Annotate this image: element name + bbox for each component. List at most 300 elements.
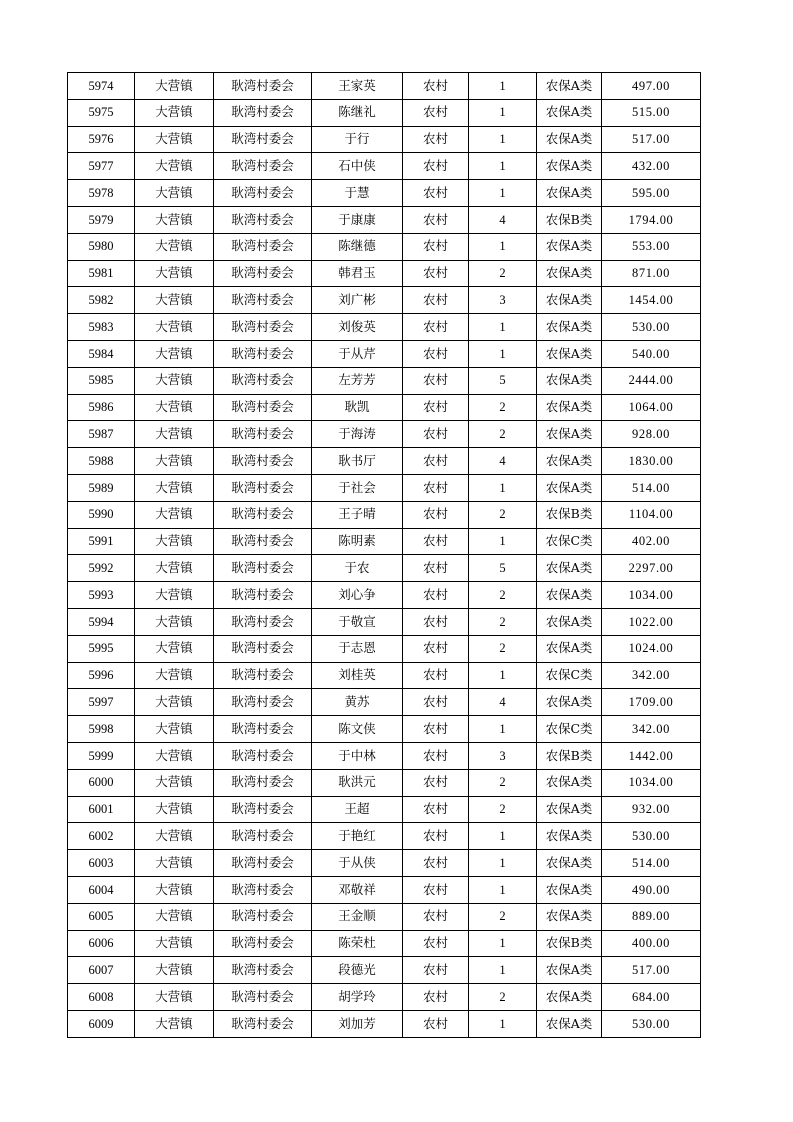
serial-number-cell: 5977 <box>68 153 135 180</box>
household-count-cell: 2 <box>469 635 537 662</box>
village-committee-cell: 耿湾村委会 <box>214 769 312 796</box>
residence-type-cell: 农村 <box>403 501 469 528</box>
residence-type-cell: 农村 <box>403 448 469 475</box>
town-cell: 大营镇 <box>135 876 214 903</box>
insurance-category-cell: 农保A类 <box>537 448 602 475</box>
village-committee-cell: 耿湾村委会 <box>214 314 312 341</box>
town-cell: 大营镇 <box>135 930 214 957</box>
amount-cell: 684.00 <box>602 984 701 1011</box>
residence-type-cell: 农村 <box>403 742 469 769</box>
residence-type-cell: 农村 <box>403 126 469 153</box>
amount-cell: 889.00 <box>602 903 701 930</box>
insurance-category-cell: 农保A类 <box>537 99 602 126</box>
insurance-category-cell: 农保A类 <box>537 957 602 984</box>
name-cell: 于艳红 <box>312 823 403 850</box>
serial-number-cell: 6001 <box>68 796 135 823</box>
amount-cell: 1794.00 <box>602 206 701 233</box>
table-row <box>68 742 701 769</box>
table-row <box>68 823 701 850</box>
household-count-cell: 2 <box>469 501 537 528</box>
household-count-cell: 5 <box>469 367 537 394</box>
town-cell: 大营镇 <box>135 206 214 233</box>
residence-type-cell: 农村 <box>403 367 469 394</box>
amount-cell: 517.00 <box>602 957 701 984</box>
insurance-category-cell: 农保A类 <box>537 260 602 287</box>
name-cell: 王子晴 <box>312 501 403 528</box>
table-row <box>68 73 701 100</box>
table-body <box>68 73 701 1038</box>
household-count-cell: 2 <box>469 421 537 448</box>
name-cell: 耿书厅 <box>312 448 403 475</box>
insurance-category-cell: 农保A类 <box>537 233 602 260</box>
town-cell: 大营镇 <box>135 501 214 528</box>
town-cell: 大营镇 <box>135 796 214 823</box>
town-cell: 大营镇 <box>135 716 214 743</box>
amount-cell: 530.00 <box>602 823 701 850</box>
amount-cell: 1064.00 <box>602 394 701 421</box>
name-cell: 陈荣杜 <box>312 930 403 957</box>
village-committee-cell: 耿湾村委会 <box>214 394 312 421</box>
serial-number-cell: 6003 <box>68 850 135 877</box>
household-count-cell: 1 <box>469 233 537 260</box>
serial-number-cell: 6004 <box>68 876 135 903</box>
insurance-category-cell: 农保A类 <box>537 474 602 501</box>
household-count-cell: 4 <box>469 448 537 475</box>
amount-cell: 1104.00 <box>602 501 701 528</box>
name-cell: 于中林 <box>312 742 403 769</box>
table-row <box>68 769 701 796</box>
table-row <box>68 555 701 582</box>
residence-type-cell: 农村 <box>403 555 469 582</box>
household-count-cell: 1 <box>469 126 537 153</box>
town-cell: 大营镇 <box>135 394 214 421</box>
insurance-category-cell: 农保A类 <box>537 984 602 1011</box>
serial-number-cell: 5983 <box>68 314 135 341</box>
town-cell: 大营镇 <box>135 903 214 930</box>
residence-type-cell: 农村 <box>403 662 469 689</box>
table-row <box>68 957 701 984</box>
town-cell: 大营镇 <box>135 769 214 796</box>
insurance-category-cell: 农保A类 <box>537 340 602 367</box>
amount-cell: 932.00 <box>602 796 701 823</box>
household-count-cell: 2 <box>469 394 537 421</box>
household-count-cell: 1 <box>469 73 537 100</box>
name-cell: 陈继礼 <box>312 99 403 126</box>
serial-number-cell: 5985 <box>68 367 135 394</box>
name-cell: 刘心争 <box>312 582 403 609</box>
household-count-cell: 1 <box>469 930 537 957</box>
insurance-category-cell: 农保A类 <box>537 421 602 448</box>
residence-type-cell: 农村 <box>403 823 469 850</box>
amount-cell: 2444.00 <box>602 367 701 394</box>
insurance-category-cell: 农保A类 <box>537 850 602 877</box>
residence-type-cell: 农村 <box>403 716 469 743</box>
serial-number-cell: 5998 <box>68 716 135 743</box>
amount-cell: 1442.00 <box>602 742 701 769</box>
insurance-category-cell: 农保A类 <box>537 394 602 421</box>
town-cell: 大营镇 <box>135 528 214 555</box>
name-cell: 于康康 <box>312 206 403 233</box>
town-cell: 大营镇 <box>135 957 214 984</box>
insurance-category-cell: 农保A类 <box>537 287 602 314</box>
table-row <box>68 126 701 153</box>
serial-number-cell: 5994 <box>68 608 135 635</box>
serial-number-cell: 5997 <box>68 689 135 716</box>
serial-number-cell: 6000 <box>68 769 135 796</box>
village-committee-cell: 耿湾村委会 <box>214 233 312 260</box>
household-count-cell: 4 <box>469 206 537 233</box>
amount-cell: 497.00 <box>602 73 701 100</box>
village-committee-cell: 耿湾村委会 <box>214 73 312 100</box>
serial-number-cell: 6006 <box>68 930 135 957</box>
residence-type-cell: 农村 <box>403 608 469 635</box>
name-cell: 刘广彬 <box>312 287 403 314</box>
serial-number-cell: 5987 <box>68 421 135 448</box>
village-committee-cell: 耿湾村委会 <box>214 153 312 180</box>
insurance-category-cell: 农保A类 <box>537 180 602 207</box>
village-committee-cell: 耿湾村委会 <box>214 1010 312 1037</box>
residence-type-cell: 农村 <box>403 769 469 796</box>
insurance-category-cell: 农保A类 <box>537 796 602 823</box>
amount-cell: 1024.00 <box>602 635 701 662</box>
table-row <box>68 367 701 394</box>
serial-number-cell: 5990 <box>68 501 135 528</box>
household-count-cell: 1 <box>469 314 537 341</box>
name-cell: 于志恩 <box>312 635 403 662</box>
insurance-category-cell: 农保A类 <box>537 608 602 635</box>
town-cell: 大营镇 <box>135 662 214 689</box>
name-cell: 王家英 <box>312 73 403 100</box>
amount-cell: 530.00 <box>602 1010 701 1037</box>
insurance-category-cell: 农保A类 <box>537 314 602 341</box>
town-cell: 大营镇 <box>135 260 214 287</box>
residence-type-cell: 农村 <box>403 180 469 207</box>
town-cell: 大营镇 <box>135 689 214 716</box>
residence-type-cell: 农村 <box>403 1010 469 1037</box>
village-committee-cell: 耿湾村委会 <box>214 126 312 153</box>
amount-cell: 540.00 <box>602 340 701 367</box>
village-committee-cell: 耿湾村委会 <box>214 876 312 903</box>
village-committee-cell: 耿湾村委会 <box>214 501 312 528</box>
village-committee-cell: 耿湾村委会 <box>214 662 312 689</box>
residence-type-cell: 农村 <box>403 314 469 341</box>
name-cell: 于敬宣 <box>312 608 403 635</box>
household-count-cell: 2 <box>469 984 537 1011</box>
household-count-cell: 1 <box>469 99 537 126</box>
serial-number-cell: 6009 <box>68 1010 135 1037</box>
amount-cell: 400.00 <box>602 930 701 957</box>
name-cell: 陈文侠 <box>312 716 403 743</box>
serial-number-cell: 5976 <box>68 126 135 153</box>
table-row <box>68 501 701 528</box>
table-row <box>68 340 701 367</box>
amount-cell: 432.00 <box>602 153 701 180</box>
village-committee-cell: 耿湾村委会 <box>214 608 312 635</box>
insurance-category-cell: 农保C类 <box>537 662 602 689</box>
serial-number-cell: 5996 <box>68 662 135 689</box>
town-cell: 大营镇 <box>135 582 214 609</box>
name-cell: 石中侠 <box>312 153 403 180</box>
household-count-cell: 1 <box>469 850 537 877</box>
insurance-category-cell: 农保B类 <box>537 501 602 528</box>
amount-cell: 553.00 <box>602 233 701 260</box>
insurance-category-cell: 农保C类 <box>537 716 602 743</box>
amount-cell: 517.00 <box>602 126 701 153</box>
serial-number-cell: 6002 <box>68 823 135 850</box>
amount-cell: 1454.00 <box>602 287 701 314</box>
town-cell: 大营镇 <box>135 1010 214 1037</box>
insurance-category-cell: 农保A类 <box>537 903 602 930</box>
residence-type-cell: 农村 <box>403 394 469 421</box>
household-count-cell: 1 <box>469 1010 537 1037</box>
name-cell: 段德光 <box>312 957 403 984</box>
table-row <box>68 608 701 635</box>
village-committee-cell: 耿湾村委会 <box>214 421 312 448</box>
table-row <box>68 635 701 662</box>
household-count-cell: 1 <box>469 957 537 984</box>
serial-number-cell: 5989 <box>68 474 135 501</box>
name-cell: 耿凯 <box>312 394 403 421</box>
amount-cell: 530.00 <box>602 314 701 341</box>
residence-type-cell: 农村 <box>403 287 469 314</box>
town-cell: 大营镇 <box>135 314 214 341</box>
serial-number-cell: 5982 <box>68 287 135 314</box>
name-cell: 邓敬祥 <box>312 876 403 903</box>
village-committee-cell: 耿湾村委会 <box>214 287 312 314</box>
town-cell: 大营镇 <box>135 126 214 153</box>
insurance-category-cell: 农保B类 <box>537 930 602 957</box>
town-cell: 大营镇 <box>135 180 214 207</box>
table-row <box>68 233 701 260</box>
town-cell: 大营镇 <box>135 608 214 635</box>
town-cell: 大营镇 <box>135 153 214 180</box>
amount-cell: 515.00 <box>602 99 701 126</box>
village-committee-cell: 耿湾村委会 <box>214 930 312 957</box>
village-committee-cell: 耿湾村委会 <box>214 448 312 475</box>
table-row <box>68 421 701 448</box>
serial-number-cell: 6005 <box>68 903 135 930</box>
residence-type-cell: 农村 <box>403 340 469 367</box>
serial-number-cell: 5980 <box>68 233 135 260</box>
name-cell: 于社会 <box>312 474 403 501</box>
town-cell: 大营镇 <box>135 474 214 501</box>
name-cell: 韩君玉 <box>312 260 403 287</box>
village-committee-cell: 耿湾村委会 <box>214 180 312 207</box>
table-row <box>68 528 701 555</box>
serial-number-cell: 6007 <box>68 957 135 984</box>
serial-number-cell: 5993 <box>68 582 135 609</box>
insurance-category-cell: 农保A类 <box>537 126 602 153</box>
household-count-cell: 2 <box>469 608 537 635</box>
name-cell: 于行 <box>312 126 403 153</box>
amount-cell: 490.00 <box>602 876 701 903</box>
amount-cell: 2297.00 <box>602 555 701 582</box>
table-row <box>68 99 701 126</box>
residence-type-cell: 农村 <box>403 233 469 260</box>
village-committee-cell: 耿湾村委会 <box>214 340 312 367</box>
residence-type-cell: 农村 <box>403 99 469 126</box>
amount-cell: 402.00 <box>602 528 701 555</box>
town-cell: 大营镇 <box>135 421 214 448</box>
village-committee-cell: 耿湾村委会 <box>214 206 312 233</box>
household-count-cell: 5 <box>469 555 537 582</box>
village-committee-cell: 耿湾村委会 <box>214 689 312 716</box>
residence-type-cell: 农村 <box>403 903 469 930</box>
village-committee-cell: 耿湾村委会 <box>214 367 312 394</box>
town-cell: 大营镇 <box>135 635 214 662</box>
village-committee-cell: 耿湾村委会 <box>214 635 312 662</box>
amount-cell: 871.00 <box>602 260 701 287</box>
name-cell: 耿洪元 <box>312 769 403 796</box>
residence-type-cell: 农村 <box>403 957 469 984</box>
serial-number-cell: 5986 <box>68 394 135 421</box>
name-cell: 于农 <box>312 555 403 582</box>
village-committee-cell: 耿湾村委会 <box>214 99 312 126</box>
table-row <box>68 796 701 823</box>
residence-type-cell: 农村 <box>403 206 469 233</box>
table-row <box>68 260 701 287</box>
insurance-category-cell: 农保A类 <box>537 73 602 100</box>
village-committee-cell: 耿湾村委会 <box>214 555 312 582</box>
table-row <box>68 394 701 421</box>
village-committee-cell: 耿湾村委会 <box>214 716 312 743</box>
household-count-cell: 1 <box>469 662 537 689</box>
village-committee-cell: 耿湾村委会 <box>214 796 312 823</box>
name-cell: 刘加芳 <box>312 1010 403 1037</box>
name-cell: 刘俊英 <box>312 314 403 341</box>
amount-cell: 928.00 <box>602 421 701 448</box>
town-cell: 大营镇 <box>135 555 214 582</box>
residence-type-cell: 农村 <box>403 850 469 877</box>
town-cell: 大营镇 <box>135 850 214 877</box>
village-committee-cell: 耿湾村委会 <box>214 984 312 1011</box>
serial-number-cell: 5974 <box>68 73 135 100</box>
name-cell: 左芳芳 <box>312 367 403 394</box>
household-count-cell: 4 <box>469 689 537 716</box>
serial-number-cell: 5979 <box>68 206 135 233</box>
table-row <box>68 716 701 743</box>
insurance-category-cell: 农保B类 <box>537 206 602 233</box>
residence-type-cell: 农村 <box>403 421 469 448</box>
serial-number-cell: 5991 <box>68 528 135 555</box>
serial-number-cell: 5988 <box>68 448 135 475</box>
table-row <box>68 287 701 314</box>
amount-cell: 595.00 <box>602 180 701 207</box>
amount-cell: 1709.00 <box>602 689 701 716</box>
name-cell: 于从侠 <box>312 850 403 877</box>
town-cell: 大营镇 <box>135 340 214 367</box>
residence-type-cell: 农村 <box>403 876 469 903</box>
insurance-category-cell: 农保A类 <box>537 876 602 903</box>
amount-cell: 514.00 <box>602 850 701 877</box>
serial-number-cell: 5984 <box>68 340 135 367</box>
name-cell: 王超 <box>312 796 403 823</box>
name-cell: 于海涛 <box>312 421 403 448</box>
amount-cell: 1034.00 <box>602 769 701 796</box>
household-count-cell: 2 <box>469 769 537 796</box>
serial-number-cell: 5992 <box>68 555 135 582</box>
town-cell: 大营镇 <box>135 823 214 850</box>
table-row <box>68 662 701 689</box>
household-count-cell: 2 <box>469 903 537 930</box>
residence-type-cell: 农村 <box>403 73 469 100</box>
serial-number-cell: 6008 <box>68 984 135 1011</box>
amount-cell: 342.00 <box>602 716 701 743</box>
residence-type-cell: 农村 <box>403 689 469 716</box>
residence-type-cell: 农村 <box>403 153 469 180</box>
residence-type-cell: 农村 <box>403 260 469 287</box>
amount-cell: 1034.00 <box>602 582 701 609</box>
residence-type-cell: 农村 <box>403 474 469 501</box>
village-committee-cell: 耿湾村委会 <box>214 742 312 769</box>
household-count-cell: 2 <box>469 582 537 609</box>
name-cell: 陈继德 <box>312 233 403 260</box>
serial-number-cell: 5975 <box>68 99 135 126</box>
town-cell: 大营镇 <box>135 99 214 126</box>
table-row <box>68 1010 701 1037</box>
serial-number-cell: 5978 <box>68 180 135 207</box>
table-row <box>68 206 701 233</box>
table-row <box>68 876 701 903</box>
household-count-cell: 3 <box>469 742 537 769</box>
table-row <box>68 180 701 207</box>
household-count-cell: 1 <box>469 716 537 743</box>
name-cell: 胡学玲 <box>312 984 403 1011</box>
insurance-category-cell: 农保A类 <box>537 367 602 394</box>
serial-number-cell: 5981 <box>68 260 135 287</box>
table-row <box>68 448 701 475</box>
residence-type-cell: 农村 <box>403 635 469 662</box>
town-cell: 大营镇 <box>135 367 214 394</box>
amount-cell: 1830.00 <box>602 448 701 475</box>
town-cell: 大营镇 <box>135 742 214 769</box>
village-committee-cell: 耿湾村委会 <box>214 528 312 555</box>
household-count-cell: 1 <box>469 180 537 207</box>
table-row <box>68 314 701 341</box>
insurance-category-cell: 农保A类 <box>537 635 602 662</box>
table-row <box>68 153 701 180</box>
residence-type-cell: 农村 <box>403 582 469 609</box>
town-cell: 大营镇 <box>135 287 214 314</box>
town-cell: 大营镇 <box>135 233 214 260</box>
table-row <box>68 930 701 957</box>
residence-type-cell: 农村 <box>403 984 469 1011</box>
village-committee-cell: 耿湾村委会 <box>214 850 312 877</box>
table-row <box>68 582 701 609</box>
town-cell: 大营镇 <box>135 73 214 100</box>
serial-number-cell: 5995 <box>68 635 135 662</box>
name-cell: 王金顺 <box>312 903 403 930</box>
name-cell: 刘桂英 <box>312 662 403 689</box>
name-cell: 于从芹 <box>312 340 403 367</box>
village-committee-cell: 耿湾村委会 <box>214 903 312 930</box>
village-committee-cell: 耿湾村委会 <box>214 957 312 984</box>
insurance-category-cell: 农保A类 <box>537 555 602 582</box>
residence-type-cell: 农村 <box>403 528 469 555</box>
serial-number-cell: 5999 <box>68 742 135 769</box>
table-row <box>68 689 701 716</box>
insurance-category-cell: 农保C类 <box>537 528 602 555</box>
village-committee-cell: 耿湾村委会 <box>214 582 312 609</box>
residence-type-cell: 农村 <box>403 930 469 957</box>
insurance-category-cell: 农保A类 <box>537 769 602 796</box>
insurance-category-cell: 农保A类 <box>537 153 602 180</box>
residence-type-cell: 农村 <box>403 796 469 823</box>
name-cell: 陈明素 <box>312 528 403 555</box>
household-count-cell: 1 <box>469 823 537 850</box>
table-row <box>68 474 701 501</box>
household-count-cell: 1 <box>469 340 537 367</box>
